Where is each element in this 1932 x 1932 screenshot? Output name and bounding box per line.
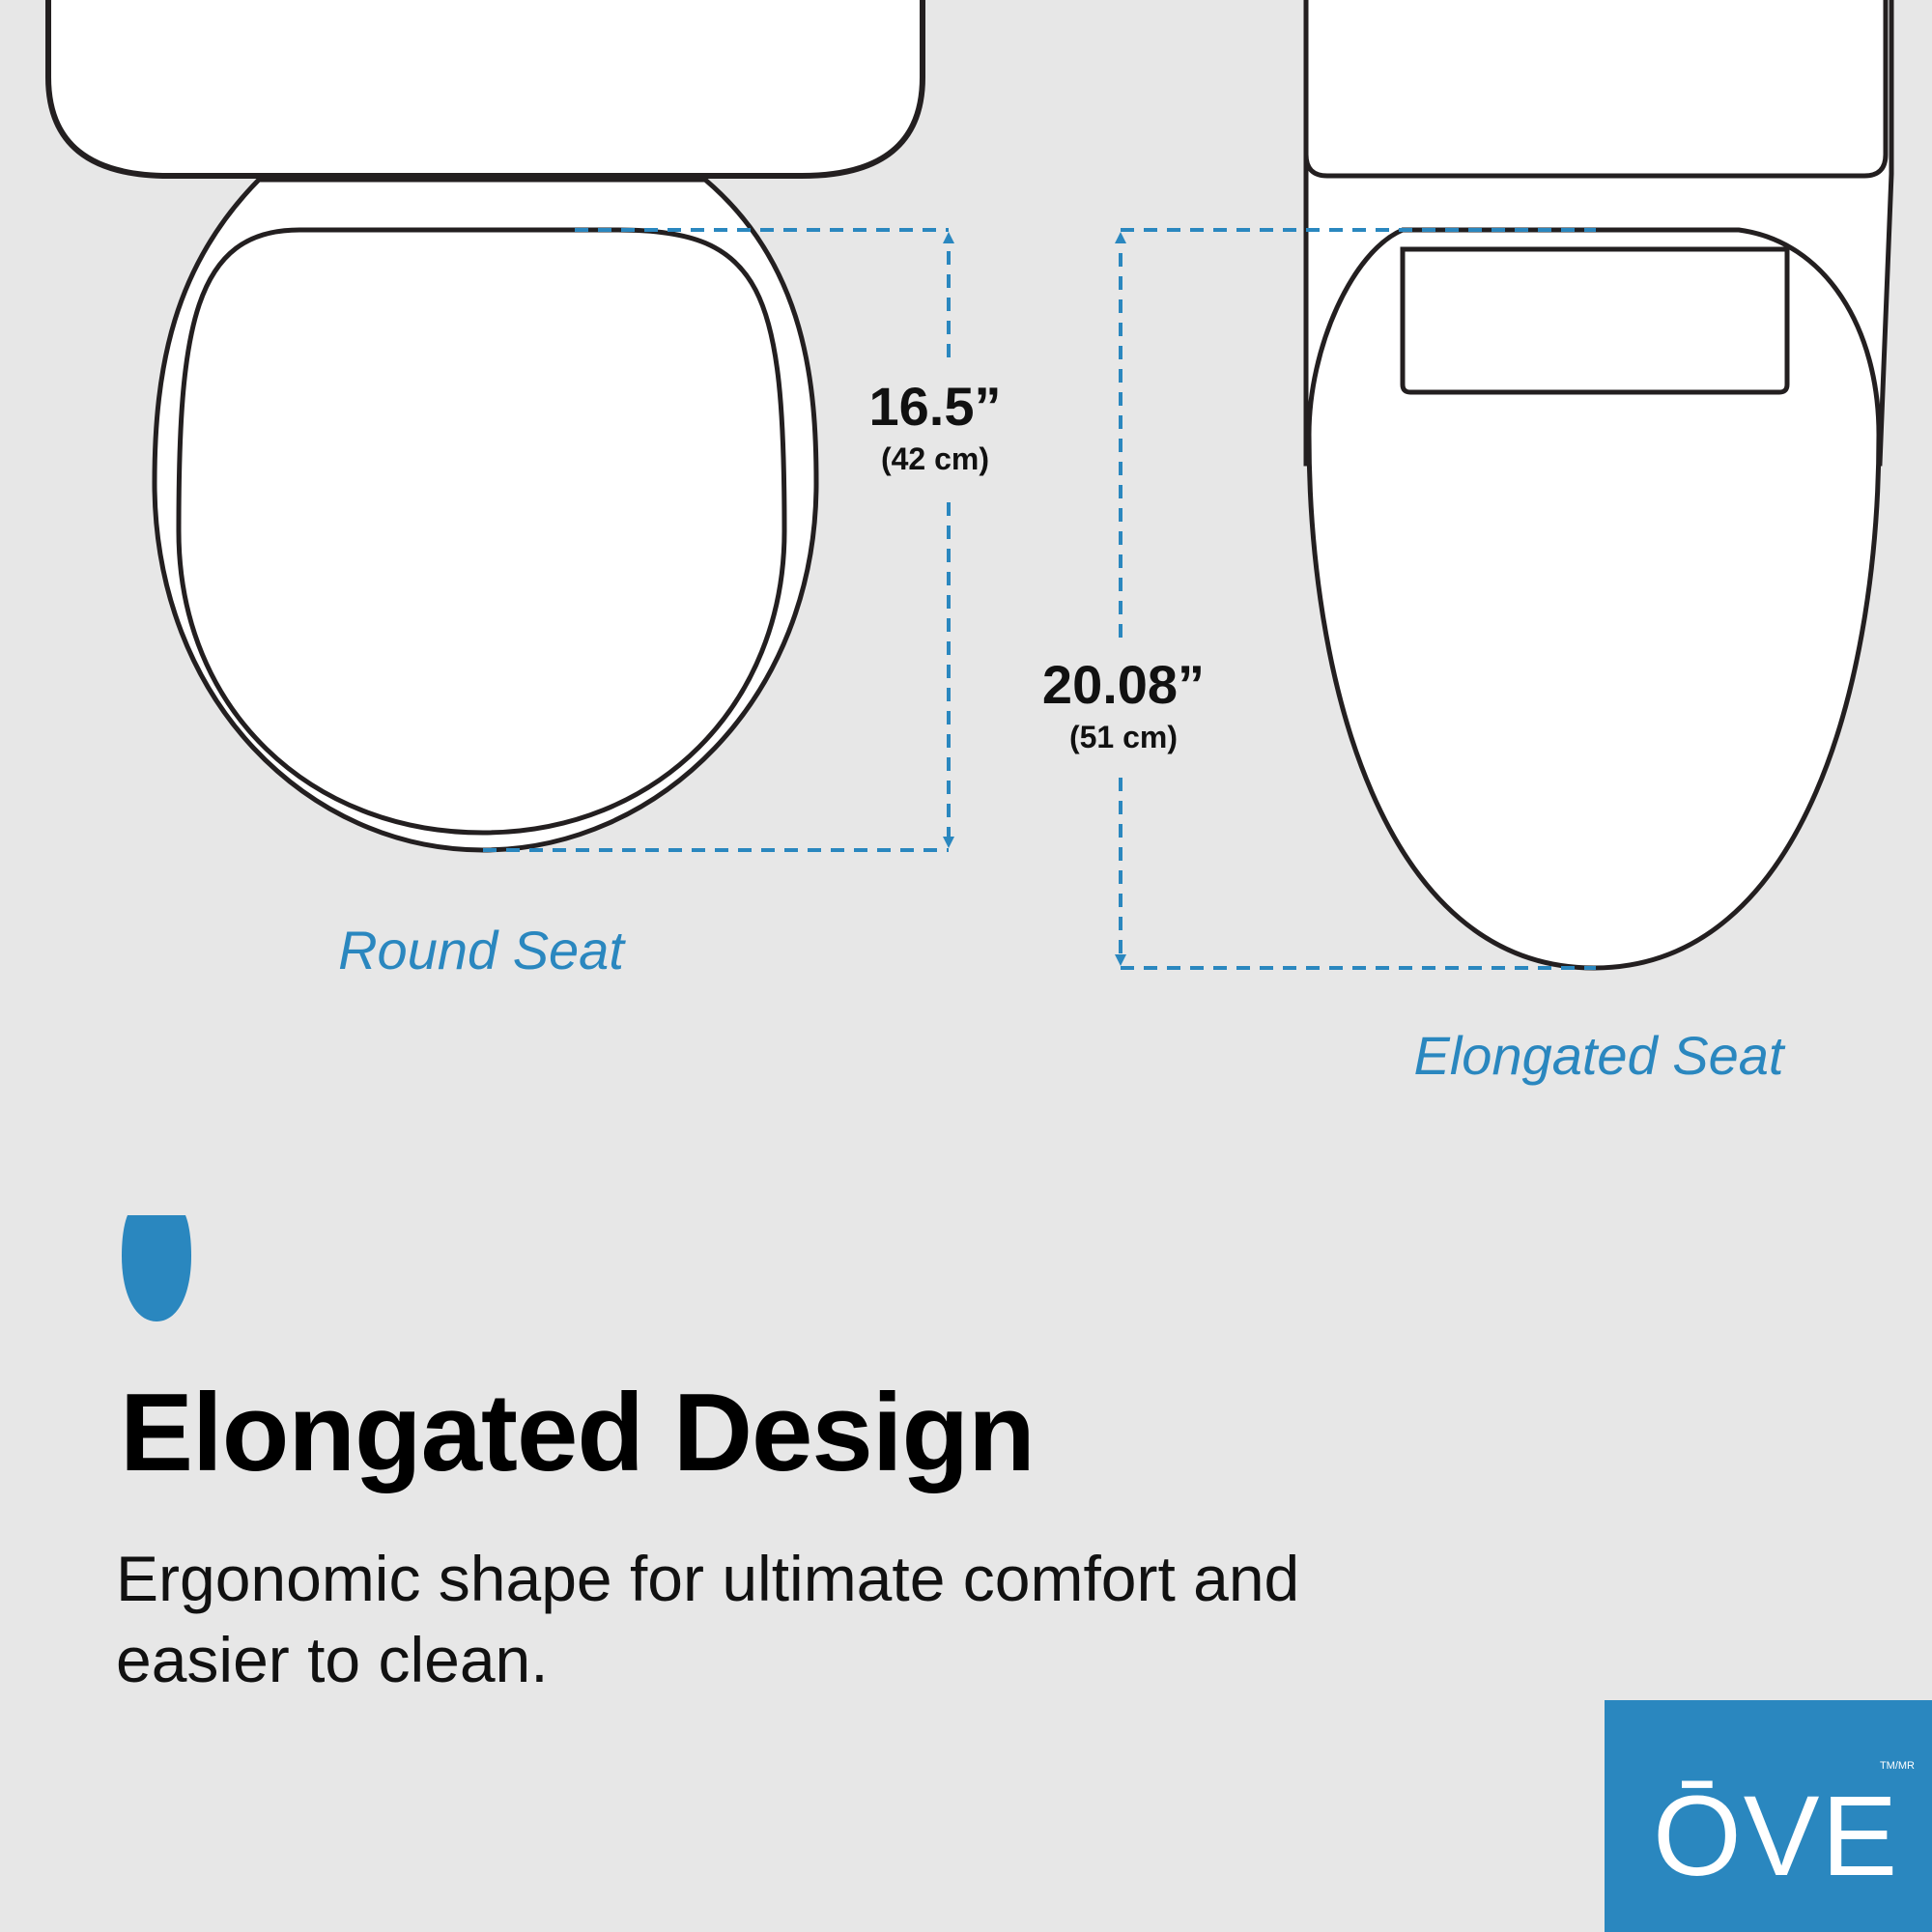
elongated-seat-dimension-metric: (51 cm)	[1068, 720, 1179, 754]
elongated-seat-icon	[122, 1215, 191, 1321]
round-seat-toilet	[48, 0, 923, 850]
elongated-seat-dimension-value: 20.08”	[1041, 654, 1206, 715]
round-seat-label: Round Seat	[338, 920, 624, 980]
round-seat-dimension-value: 16.5”	[868, 376, 1002, 437]
round-toilet-tank	[48, 0, 923, 176]
elongated-toilet-seat-hinge	[1403, 249, 1787, 392]
elongated-seat-label: Elongated Seat	[1413, 1025, 1784, 1086]
brand-trademark: TM/MR	[1879, 1760, 1915, 1772]
elongated-toilet-tank-lid	[1306, 0, 1886, 176]
brand-logo	[1605, 1700, 1932, 1932]
feature-description: Ergonomic shape for ultimate comfort and easier to clean.	[116, 1543, 1300, 1695]
feature-title: Elongated Design	[120, 1372, 1035, 1494]
round-seat-dimension-metric: (42 cm)	[880, 441, 990, 476]
elongated-seat-toilet	[1306, 0, 1891, 968]
brand-logo-text: ŌVE	[1653, 1773, 1900, 1900]
round-toilet-seat	[179, 230, 784, 833]
